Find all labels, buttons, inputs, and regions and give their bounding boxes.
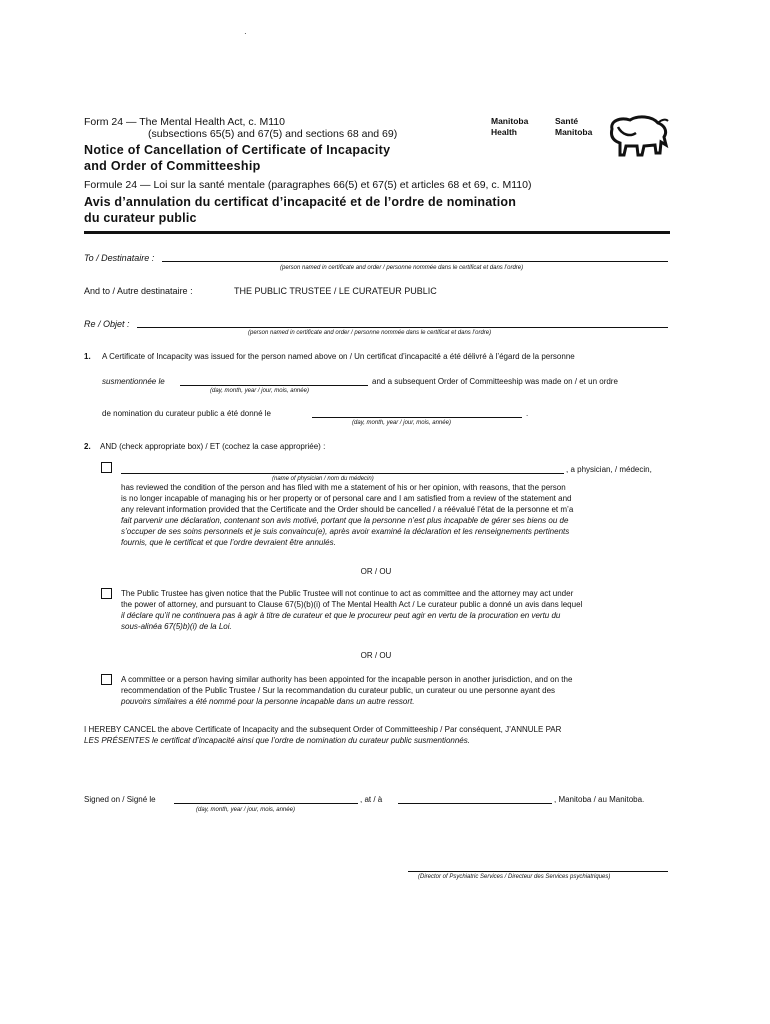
title-en-line2: and Order of Committeeship [84,159,261,173]
to-label: To / Destinataire : [84,253,155,263]
signed-place-field[interactable] [398,803,552,804]
director-signature-field[interactable] [408,871,668,872]
option3-checkbox[interactable] [101,674,112,685]
signed-tail: , Manitoba / au Manitoba. [554,795,645,804]
to-field[interactable] [162,261,668,262]
director-caption: (Director of Psychiatric Services / Directeur des Services psychiatriques) [418,874,611,880]
option1-checkbox[interactable] [101,462,112,473]
title-fr-line1: Avis d’annulation du certificat d’incapacité et de l’ordre de nomination [84,195,517,209]
option3-text: A committee or a person having similar authority has been appointed for the incapable person in another jurisdiction, and on the recommendation of the Public Trustee / Sur la recommandation du curateur public, un curateur ou une personne ayant des pouvoirs similaires a été nommé pour la personne incapable dans un autre ressort. [121,675,573,706]
re-field[interactable] [137,327,668,328]
item1-period: . [526,409,529,418]
title-fr-line2: du curateur public [84,211,197,225]
item1-line2a: susmentionnée le [102,377,165,386]
signed-label: Signed on / Signé le [84,795,156,804]
re-caption: (person named in certificate and order / personne nommée dans le certificat et dans l’ordre) [248,330,492,336]
item1-line3: de nomination du curateur public a été donné le [102,409,272,418]
signed-date-field[interactable] [174,803,358,804]
header-rule [84,231,670,234]
dept-en: Manitoba Health [491,116,529,137]
and-to-label: And to / Autre destinataire : [84,286,193,296]
item1-caption2: (day, month, year / jour, mois, année) [352,420,451,426]
item1-number: 1. [84,352,91,361]
stray-mark: · [244,29,247,38]
order-date-field[interactable] [312,417,522,418]
and-to-value: THE PUBLIC TRUSTEE / LE CURATEUR PUBLIC [234,286,437,296]
certificate-date-field[interactable] [180,385,368,386]
item2-number: 2. [84,442,91,451]
manitoba-bison-logo-icon [606,115,672,161]
signed-at-label: , at / à [360,795,383,804]
form-fr-line: Formule 24 — Loi sur la santé mentale (paragraphes 66(5) et 67(5) et articles 68 et 69, c. M110) [84,179,532,191]
form-subsections-line: (subsections 65(5) and 67(5) and sections 68 and 69) [148,128,398,140]
or-separator-2: OR / OU [360,651,392,660]
item1-caption1: (day, month, year / jour, mois, année) [210,388,309,394]
option2-checkbox[interactable] [101,588,112,599]
cancel-statement: I HEREBY CANCEL the above Certificate of Incapacity and the subsequent Order of Committeeship / Par conséquent, J’ANNULE PAR LES PRÉSENTES le certificat d’incapacité ainsi que l’ordre de nomination du curateur public susmentionnés. [84,725,562,745]
option2-text: The Public Trustee has given notice that the Public Trustee will not continue to act as committee and the attorney may act under the power of attorney, and pursuant to Clause 67(5)(b)(i) of The Mental Health Act / Le curateur public a donné un avis dans lequel il déclare qu’il ne continuera pas à agir à titre de curateur et que le procureur peut agir en vertu de la procuration en vertu du sous-alinéa 67(5)b)(i) de la Loi. [121,589,583,631]
item1-line1: A Certificate of Incapacity was issued for the person named above on / Un certificat d’incapacité a été délivré à l’égard de la personne [102,352,575,361]
or-separator-1: OR / OU [360,567,392,576]
dept-fr: Santé Manitoba [555,116,593,137]
to-caption: (person named in certificate and order / personne nommée dans le certificat et dans l’ordre) [280,265,524,271]
re-label: Re / Objet : [84,319,130,329]
item2-label: AND (check appropriate box) / ET (cochez la case appropriée) : [100,442,326,451]
form-number-line: Form 24 — The Mental Health Act, c. M110 [84,116,285,128]
option1-text: has reviewed the condition of the person and has filed with me a statement of his or her opinion, with reasons, that the person is no longer incapable of managing his or her property or of personal care and I am satisfied from a review of the statement and any relevant information provided that the Certificate and the Order should be cancelled / a réévalué l’état de la personne et m’a fait parvenir une déclaration, contenant son avis motivé, portant que la personne n’est plus incapable de gérer ses biens ou de s’occuper de ses soins personnels et je suis convaincu(e), après avoir examiné la déclaration et les renseignements pertinents fournis, que le certificat et que l’ordre devraient être annulés. [121,483,574,547]
physician-name-field[interactable] [121,473,564,474]
title-en-line1: Notice of Cancellation of Certificate of Incapacity [84,143,391,157]
option1-caption: (name of physician / nom du médecin) [272,476,374,482]
signed-caption: (day, month, year / jour, mois, année) [196,807,295,813]
item1-line2b: and a subsequent Order of Committeeship was made on / et un ordre [372,377,618,386]
option1-tail: , a physician, / médecin, [566,465,652,474]
